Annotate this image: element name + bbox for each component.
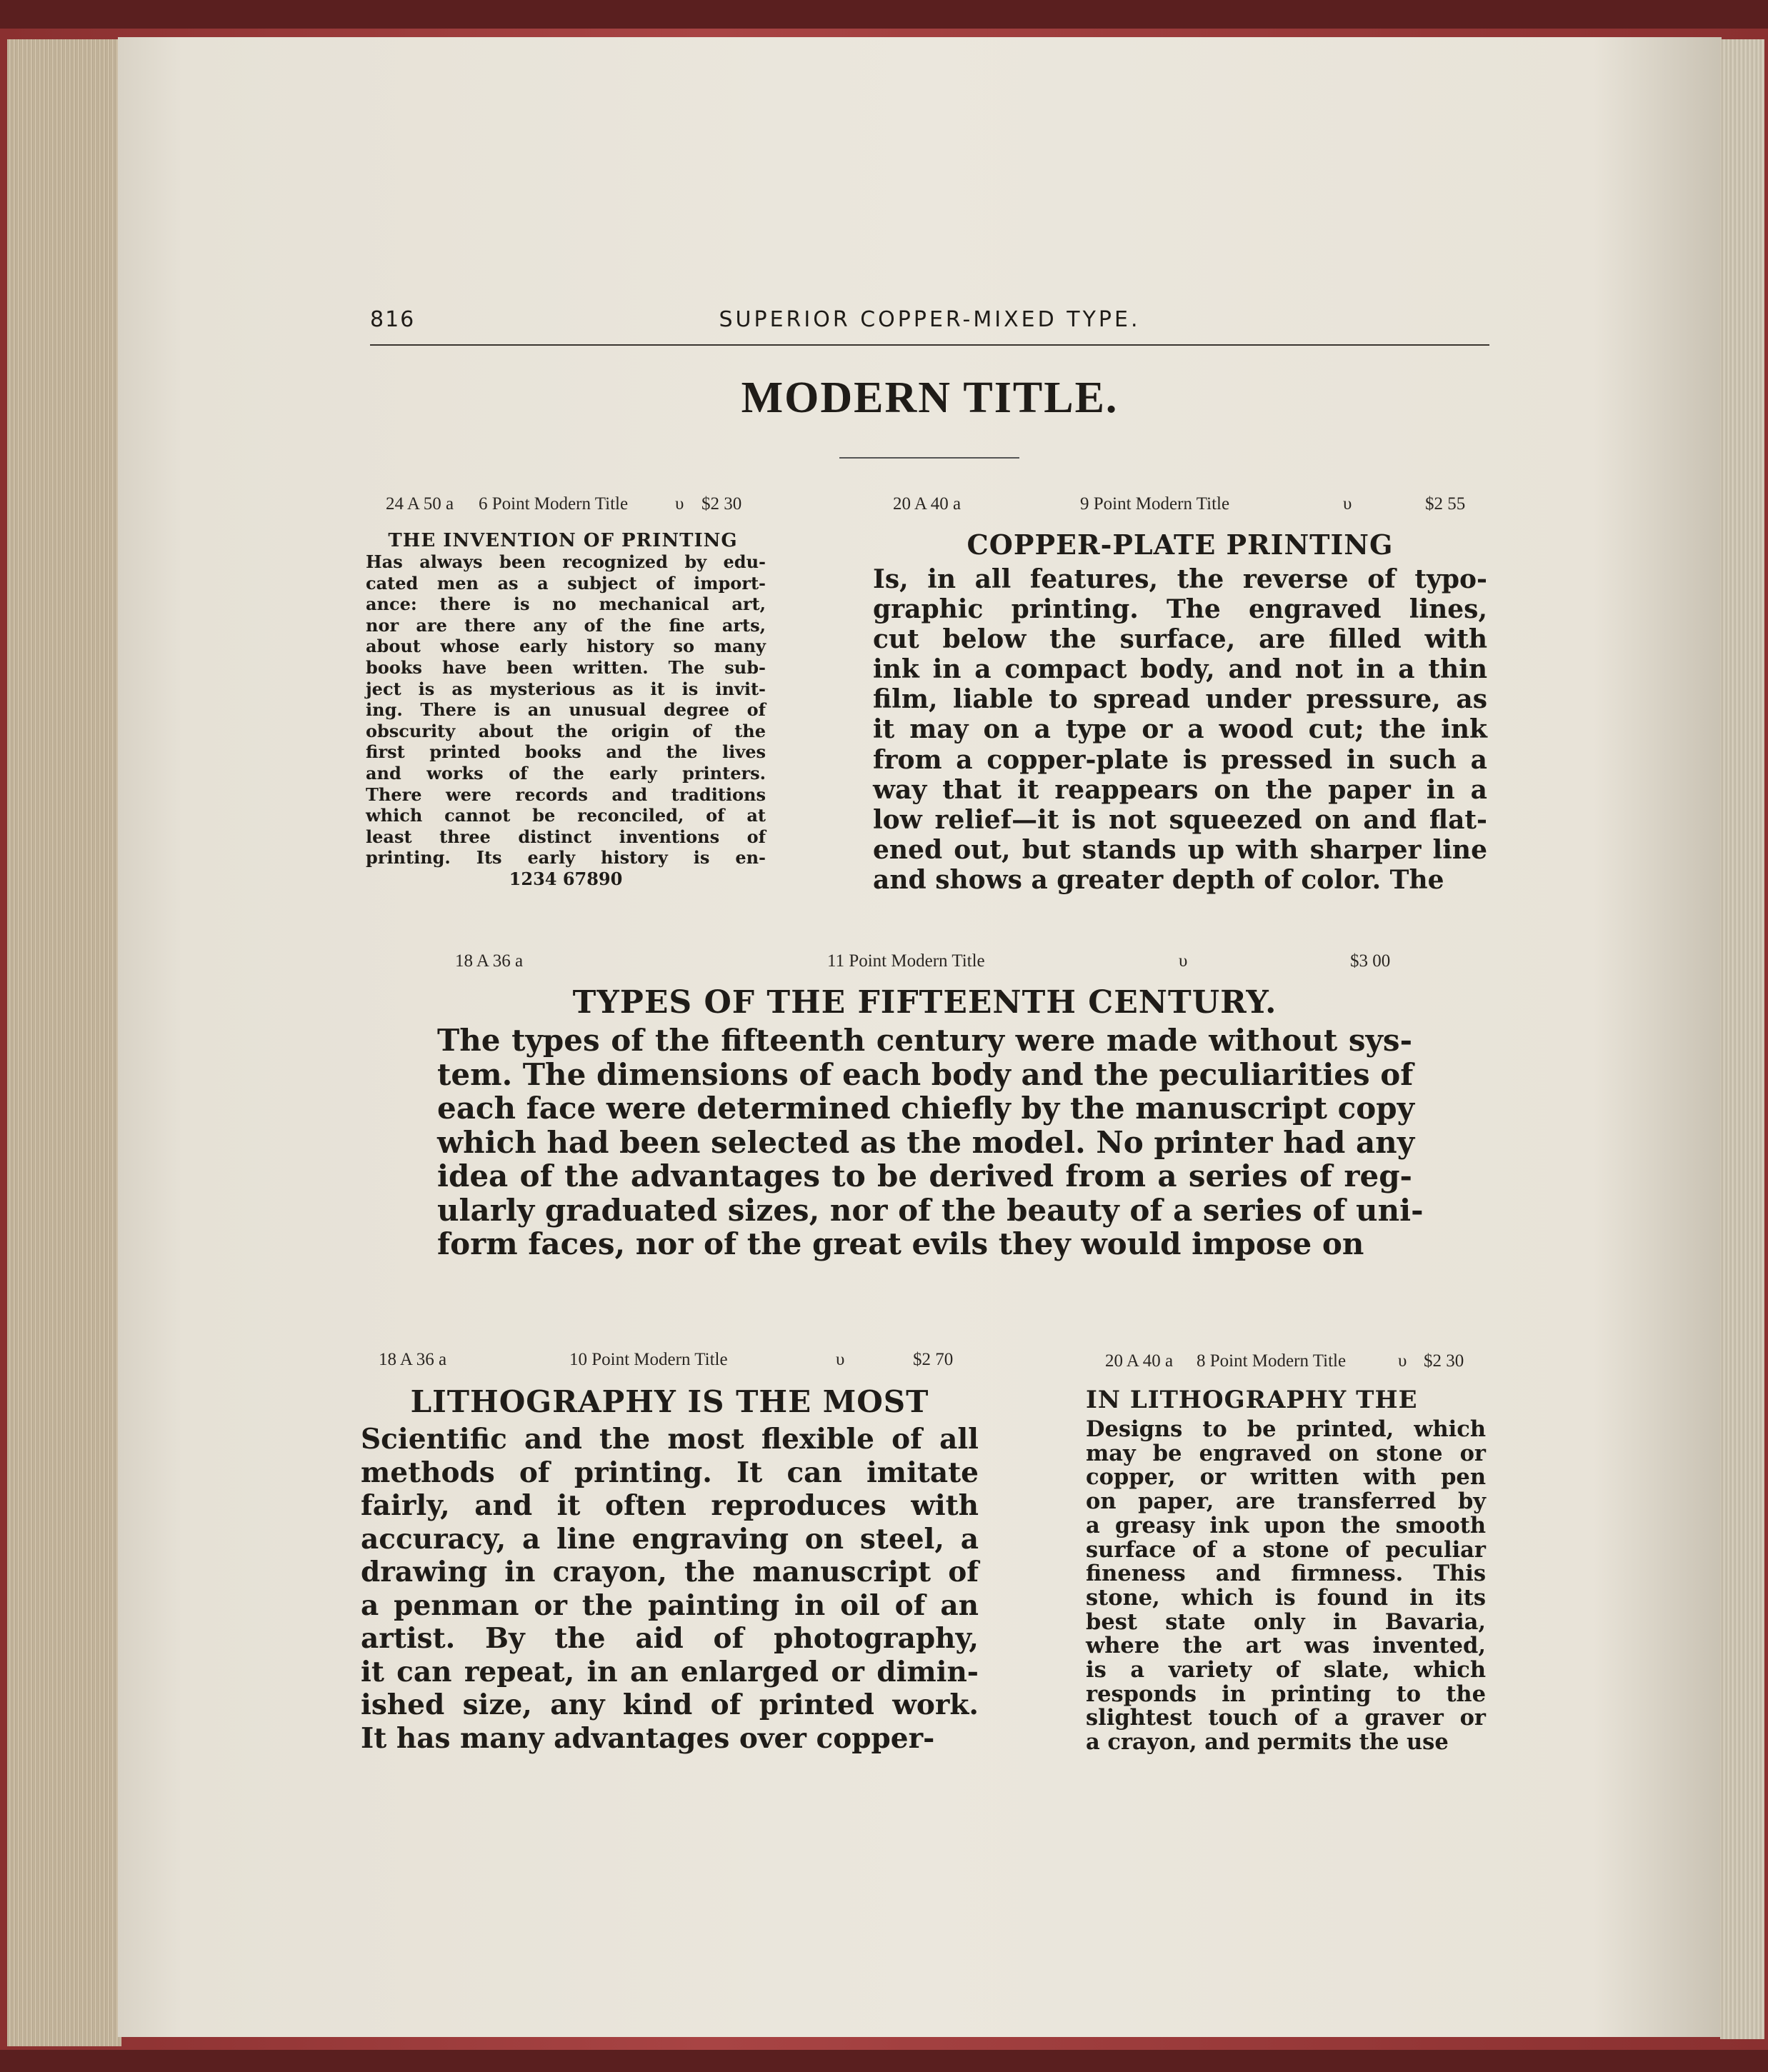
spec-mark: υ bbox=[1343, 494, 1352, 514]
running-title: SUPERIOR COPPER-MIXED TYPE. bbox=[719, 307, 1141, 332]
body-line: it may on a type or a wood cut; the ink bbox=[873, 714, 1487, 745]
specimen-body bbox=[873, 564, 1487, 895]
body-line: 1234 67890 bbox=[509, 868, 623, 889]
body-line: Scientific and the most flexible of all bbox=[361, 1423, 979, 1456]
body-line: ularly graduated sizes, nor of the beauty of a series of uni- bbox=[437, 1192, 1424, 1228]
specimen-heading: LITHOGRAPHY IS THE MOST bbox=[410, 1384, 929, 1419]
body-line: least three distinct inventions of bbox=[366, 826, 766, 847]
body-line: printing. Its early history is en- bbox=[366, 847, 766, 869]
specimen-heading: TYPES OF THE FIFTEENTH CENTURY. bbox=[572, 984, 1277, 1021]
spec-quantity: 24 A 50 a bbox=[386, 494, 454, 514]
body-line: ink in a compact body, and not in a thin bbox=[873, 654, 1487, 685]
title-rule bbox=[839, 457, 1019, 459]
spec-price: $2 30 bbox=[701, 494, 742, 514]
body-line: way that it reappears on the paper in a bbox=[873, 774, 1487, 805]
body-line: methods of printing. It can imitate bbox=[361, 1456, 979, 1489]
body-line: and shows a greater depth of color. The bbox=[873, 864, 1444, 895]
spec-name: 6 Point Modern Title bbox=[479, 494, 629, 514]
body-line: nor are there any of the fine arts, bbox=[366, 614, 766, 636]
body-line: each face were determined chiefly by the manuscript copy bbox=[437, 1091, 1414, 1126]
page-edges-left bbox=[7, 39, 121, 2046]
body-line: copper, or written with pen bbox=[1086, 1464, 1486, 1491]
body-line: artist. By the aid of photography, bbox=[361, 1622, 979, 1655]
spec-mark: υ bbox=[1179, 951, 1188, 971]
page-number: 816 bbox=[370, 307, 416, 332]
spec-price: $2 30 bbox=[1424, 1351, 1464, 1371]
page-title: MODERN TITLE. bbox=[741, 374, 1119, 422]
spec-name: 9 Point Modern Title bbox=[1080, 494, 1230, 514]
spec-quantity: 20 A 40 a bbox=[893, 494, 962, 514]
body-line: fineness and firmness. This bbox=[1086, 1561, 1486, 1587]
spec-mark: υ bbox=[836, 1350, 845, 1369]
spec-name: 8 Point Modern Title bbox=[1197, 1351, 1347, 1371]
body-line: The types of the fifteenth century were made without sys- bbox=[437, 1023, 1412, 1058]
body-line: ened out, but stands up with sharper line bbox=[873, 834, 1487, 865]
body-line: ject is as mysterious as it is invit- bbox=[366, 678, 766, 699]
body-line: low relief—it is not squeezed on and flat- bbox=[873, 804, 1487, 835]
body-line: and works of the early printers. bbox=[366, 762, 766, 784]
spec-mark: υ bbox=[675, 494, 684, 514]
specimen-body bbox=[366, 551, 766, 890]
body-line: ished size, any kind of printed work. bbox=[361, 1688, 979, 1721]
body-line: may be engraved on stone or bbox=[1086, 1440, 1486, 1466]
body-line: a penman or the painting in oil of an bbox=[361, 1588, 979, 1622]
specimen-body bbox=[361, 1423, 979, 1755]
spec-quantity: 18 A 36 a bbox=[455, 951, 524, 971]
specimen-heading: IN LITHOGRAPHY THE bbox=[1086, 1386, 1418, 1414]
body-line: idea of the advantages to be derived from a series of reg- bbox=[437, 1158, 1412, 1193]
body-line: slightest touch of a graver or bbox=[1086, 1705, 1486, 1731]
body-line: which cannot be reconciled, of at bbox=[366, 805, 766, 826]
spec-name: 10 Point Modern Title bbox=[569, 1350, 728, 1369]
running-head bbox=[370, 307, 1489, 346]
body-line: ing. There is an unusual degree of bbox=[366, 699, 766, 721]
body-line: stone, which is found in its bbox=[1086, 1584, 1486, 1611]
specimen-body bbox=[437, 1023, 1424, 1261]
spec-price: $2 55 bbox=[1425, 494, 1466, 514]
body-line: graphic printing. The engraved lines, bbox=[873, 594, 1487, 625]
body-line: accuracy, a line engraving on steel, a bbox=[361, 1522, 979, 1556]
body-line: responds in printing to the bbox=[1086, 1681, 1486, 1707]
body-line: fairly, and it often reproduces with bbox=[361, 1489, 979, 1522]
spec-price: $3 00 bbox=[1350, 951, 1391, 971]
spec-quantity: 18 A 36 a bbox=[379, 1350, 447, 1369]
body-line: film, liable to spread under pressure, as bbox=[873, 684, 1487, 715]
body-line: best state only in Bavaria, bbox=[1086, 1608, 1486, 1635]
body-line: a crayon, and permits the use bbox=[1086, 1729, 1449, 1756]
body-line: first printed books and the lives bbox=[366, 741, 766, 763]
body-line: drawing in crayon, the manuscript of bbox=[361, 1556, 979, 1588]
body-line: Is, in all features, the reverse of typo- bbox=[873, 564, 1487, 594]
specimen-body bbox=[1086, 1418, 1486, 1755]
specimen-heading: THE INVENTION OF PRINTING bbox=[388, 530, 738, 551]
specimen-heading: COPPER-PLATE PRINTING bbox=[967, 529, 1394, 561]
body-line: surface of a stone of peculiar bbox=[1086, 1536, 1486, 1563]
body-line: obscurity about the origin of the bbox=[366, 720, 766, 741]
body-line: a greasy ink upon the smooth bbox=[1086, 1512, 1486, 1538]
page-edges-right bbox=[1720, 39, 1764, 2039]
body-line: There were records and traditions bbox=[366, 784, 766, 805]
body-line: tem. The dimensions of each body and the peculiarities of bbox=[437, 1056, 1414, 1092]
body-line: cated men as a subject of import- bbox=[366, 572, 766, 594]
body-line: books have been written. The sub- bbox=[366, 656, 766, 678]
spec-name: 11 Point Modern Title bbox=[827, 951, 985, 971]
body-line: which had been selected as the model. No printer had any bbox=[437, 1124, 1415, 1160]
spec-price: $2 70 bbox=[913, 1350, 954, 1369]
body-line: Designs to be printed, which bbox=[1086, 1416, 1486, 1442]
body-line: it can repeat, in an enlarged or dimin- bbox=[361, 1655, 979, 1688]
body-line: from a copper-plate is pressed in such a bbox=[873, 744, 1487, 775]
body-line: It has many advantages over copper- bbox=[361, 1721, 935, 1755]
body-line: cut below the surface, are filled with bbox=[873, 624, 1487, 655]
body-line: on paper, are transferred by bbox=[1086, 1488, 1486, 1515]
body-line: is a variety of slate, which bbox=[1086, 1657, 1486, 1683]
body-line: about whose early history so many bbox=[366, 636, 766, 657]
body-line: where the art was invented, bbox=[1086, 1633, 1486, 1659]
body-line: ance: there is no mechanical art, bbox=[366, 594, 766, 615]
body-line: Has always been recognized by edu- bbox=[366, 551, 766, 572]
spec-quantity: 20 A 40 a bbox=[1105, 1351, 1174, 1371]
body-line: form faces, nor of the great evils they would impose on bbox=[437, 1226, 1364, 1261]
spec-mark: υ bbox=[1398, 1351, 1407, 1371]
